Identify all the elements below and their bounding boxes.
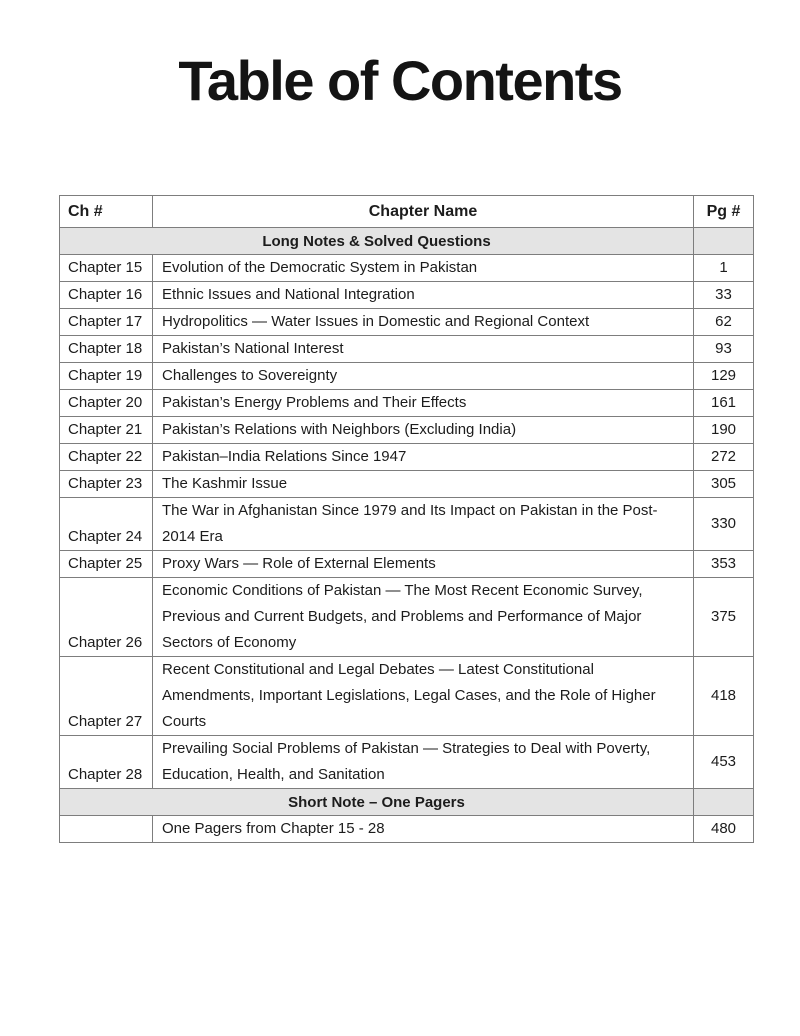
document-page [0, 50, 800, 1036]
chapter-number-cell: Chapter 27 [60, 657, 153, 736]
chapter-number-cell: Chapter 26 [60, 578, 153, 657]
chapter-name-cell: Evolution of the Democratic System in Pakistan [153, 255, 694, 282]
toc-row [60, 363, 754, 390]
section-heading-pg-cell [694, 789, 754, 816]
chapter-name-cell: Hydropolitics — Water Issues in Domestic and Regional Context [153, 309, 694, 336]
header-row [60, 196, 754, 228]
page-number-cell: 93 [694, 336, 754, 363]
toc-row [60, 736, 754, 789]
chapter-name-cell: Recent Constitutional and Legal Debates — Latest Constitutional Amendments, Important Legislations, Legal Cases, and the Role of Higher Courts [153, 657, 694, 736]
chapter-name-cell: Economic Conditions of Pakistan — The Most Recent Economic Survey, Previous and Current Budgets, and Problems and Performance of Major Sectors of Economy [153, 578, 694, 657]
page-number-cell: 272 [694, 444, 754, 471]
chapter-number-cell: Chapter 24 [60, 498, 153, 551]
chapter-name-cell: Proxy Wars — Role of External Elements [153, 551, 694, 578]
toc-row [60, 551, 754, 578]
toc-row [60, 417, 754, 444]
toc-table [59, 195, 754, 843]
page-number-cell: 480 [694, 816, 754, 843]
chapter-number-cell [60, 816, 153, 843]
chapter-name-cell: Prevailing Social Problems of Pakistan — Strategies to Deal with Poverty, Education, Health, and Sanitation [153, 736, 694, 789]
toc-row [60, 255, 754, 282]
chapter-name-cell: Challenges to Sovereignty [153, 363, 694, 390]
page-number-cell: 418 [694, 657, 754, 736]
chapter-number-cell: Chapter 22 [60, 444, 153, 471]
section-heading: Short Note – One Pagers [60, 789, 694, 816]
page-number-cell: 33 [694, 282, 754, 309]
section-heading-row [60, 228, 754, 255]
chapter-name-cell: Pakistan’s Energy Problems and Their Effects [153, 390, 694, 417]
toc-row [60, 390, 754, 417]
page-number-cell: 375 [694, 578, 754, 657]
chapter-name-cell: The Kashmir Issue [153, 471, 694, 498]
toc-row [60, 309, 754, 336]
toc-table-header [60, 196, 754, 228]
toc-row [60, 282, 754, 309]
chapter-name-cell: The War in Afghanistan Since 1979 and Its Impact on Pakistan in the Post-2014 Era [153, 498, 694, 551]
chapter-number-cell: Chapter 20 [60, 390, 153, 417]
page-number-cell: 453 [694, 736, 754, 789]
chapter-number-cell: Chapter 17 [60, 309, 153, 336]
page-number-cell: 190 [694, 417, 754, 444]
chapter-number-cell: Chapter 28 [60, 736, 153, 789]
chapter-name-cell: One Pagers from Chapter 15 - 28 [153, 816, 694, 843]
chapter-number-cell: Chapter 15 [60, 255, 153, 282]
chapter-number-cell: Chapter 21 [60, 417, 153, 444]
section-heading-pg-cell [694, 228, 754, 255]
page-title: Table of Contents [178, 49, 622, 112]
chapter-name-cell: Pakistan’s Relations with Neighbors (Excluding India) [153, 417, 694, 444]
chapter-number-cell: Chapter 18 [60, 336, 153, 363]
chapter-name-cell: Pakistan’s National Interest [153, 336, 694, 363]
toc-table-body [60, 228, 754, 843]
chapter-number-cell: Chapter 23 [60, 471, 153, 498]
toc-row [60, 471, 754, 498]
section-heading-row [60, 789, 754, 816]
page-number-cell: 305 [694, 471, 754, 498]
toc-row [60, 336, 754, 363]
toc-row [60, 816, 754, 843]
section-heading: Long Notes & Solved Questions [60, 228, 694, 255]
toc-row [60, 578, 754, 657]
col-header-page-number: Pg # [694, 196, 754, 228]
page-number-cell: 353 [694, 551, 754, 578]
chapter-number-cell: Chapter 25 [60, 551, 153, 578]
chapter-number-cell: Chapter 16 [60, 282, 153, 309]
chapter-number-cell: Chapter 19 [60, 363, 153, 390]
toc-row [60, 498, 754, 551]
page-number-cell: 129 [694, 363, 754, 390]
page-number-cell: 330 [694, 498, 754, 551]
toc-row [60, 657, 754, 736]
page-number-cell: 161 [694, 390, 754, 417]
toc-row [60, 444, 754, 471]
page-number-cell: 62 [694, 309, 754, 336]
page-number-cell: 1 [694, 255, 754, 282]
chapter-name-cell: Ethnic Issues and National Integration [153, 282, 694, 309]
col-header-chapter-number: Ch # [60, 196, 153, 228]
chapter-name-cell: Pakistan–India Relations Since 1947 [153, 444, 694, 471]
col-header-chapter-name: Chapter Name [153, 196, 694, 228]
